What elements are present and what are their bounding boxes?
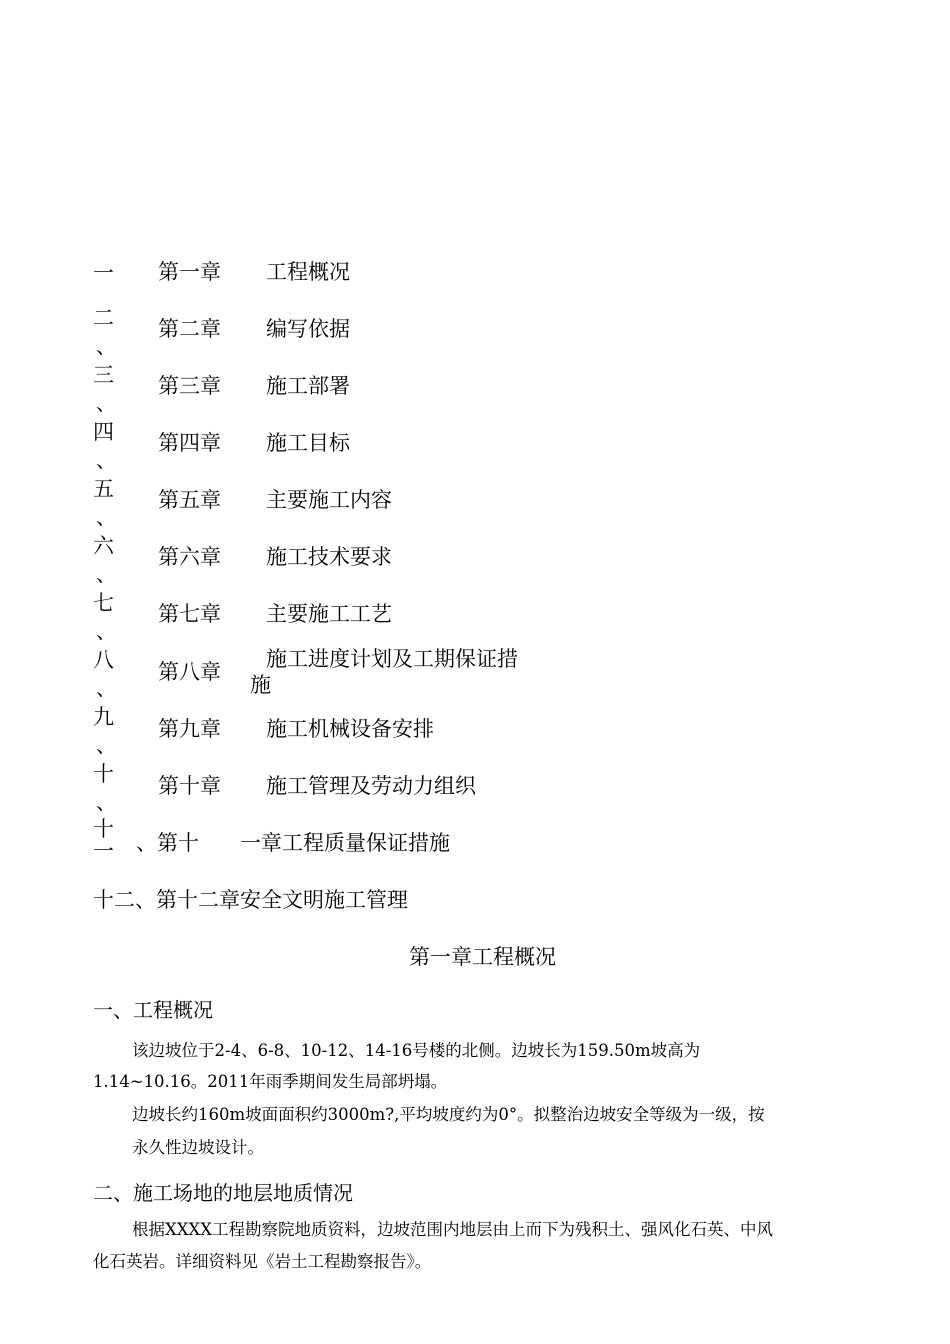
toc-comma: 、 — [96, 448, 116, 472]
toc-chapter-title: 一章工程质量保证措施 — [240, 831, 450, 855]
paragraph-line: 永久性边坡设计。 — [132, 1138, 264, 1157]
paragraph-line: 根据XXXX工程勘察院地质资料，边坡范围内地层由上而下为残积土、强风化石英、中风 — [132, 1220, 773, 1239]
toc-chapter-title: 施工目标 — [266, 431, 350, 455]
toc-chapter-label: 第三章 — [158, 374, 221, 398]
toc-comma: 、 — [96, 676, 116, 700]
toc-chapter-title: 十二、第十二章安全文明施工管理 — [93, 888, 408, 912]
toc-chapter-title: 施工技术要求 — [266, 545, 392, 569]
toc-comma: 、 — [96, 334, 116, 358]
toc-comma: 、 — [96, 790, 116, 814]
section-heading: 一、工程概况 — [93, 998, 213, 1022]
toc-chapter-title-continued: 施 — [250, 673, 271, 697]
toc-chapter-title: 施工部署 — [266, 374, 350, 398]
section-heading: 二、施工场地的地层地质情况 — [93, 1181, 353, 1205]
toc-number: 十 — [93, 817, 114, 841]
toc-number: 九 — [93, 705, 114, 729]
toc-number: 五 — [93, 477, 114, 501]
toc-chapter-label: 第十章 — [158, 774, 221, 798]
toc-chapter-label: 第四章 — [158, 431, 221, 455]
toc-number: 二 — [93, 306, 114, 330]
toc-chapter-title: 主要施工内容 — [266, 488, 392, 512]
paragraph-line: 边坡长约160m坡面面积约3000m?,平均坡度约为0°。拟整治边坡安全等级为一级，按 — [132, 1105, 765, 1124]
toc-chapter-title: 主要施工工艺 — [266, 602, 392, 626]
toc-chapter-label: 、第十 — [136, 831, 199, 855]
toc-number: 十 — [93, 762, 114, 786]
toc-comma: 、 — [96, 391, 116, 415]
toc-number: 一 — [93, 261, 114, 285]
toc-chapter-label: 第八章 — [158, 660, 221, 684]
toc-chapter-label: 第六章 — [158, 545, 221, 569]
toc-comma: 、 — [96, 562, 116, 586]
toc-chapter-title: 施工机械设备安排 — [266, 717, 434, 741]
toc-chapter-label: 第一章 — [158, 260, 221, 284]
toc-chapter-title: 工程概况 — [266, 260, 350, 284]
toc-chapter-label: 第二章 — [158, 317, 221, 341]
toc-chapter-title: 施工进度计划及工期保证措 — [266, 647, 518, 671]
toc-number: 七 — [93, 591, 114, 615]
paragraph-line: 化石英岩。详细资料见《岩土工程勘察报告》。 — [93, 1252, 432, 1271]
toc-chapter-label: 第九章 — [158, 717, 221, 741]
toc-number: 三 — [93, 363, 114, 387]
toc-number: 四 — [93, 420, 114, 444]
paragraph-line: 该边坡位于2-4、6-8、10-12、14-16号楼的北侧。边坡长为159.50m坡高为 — [132, 1041, 701, 1060]
toc-number: 六 — [93, 534, 114, 558]
paragraph-line: 1.14~10.16。2011年雨季期间发生局部坍塌。 — [93, 1072, 448, 1091]
toc-comma: 、 — [96, 733, 116, 757]
toc-comma: 、 — [96, 505, 116, 529]
toc-chapter-label: 第五章 — [158, 488, 221, 512]
toc-chapter-label: 第七章 — [158, 602, 221, 626]
toc-number: 八 — [93, 648, 114, 672]
chapter-title: 第一章工程概况 — [409, 945, 556, 969]
toc-chapter-title: 施工管理及劳动力组织 — [266, 774, 476, 798]
toc-chapter-title: 编写依据 — [266, 317, 350, 341]
toc-comma: 、 — [96, 619, 116, 643]
toc-number-bottom: 一 — [93, 839, 114, 863]
